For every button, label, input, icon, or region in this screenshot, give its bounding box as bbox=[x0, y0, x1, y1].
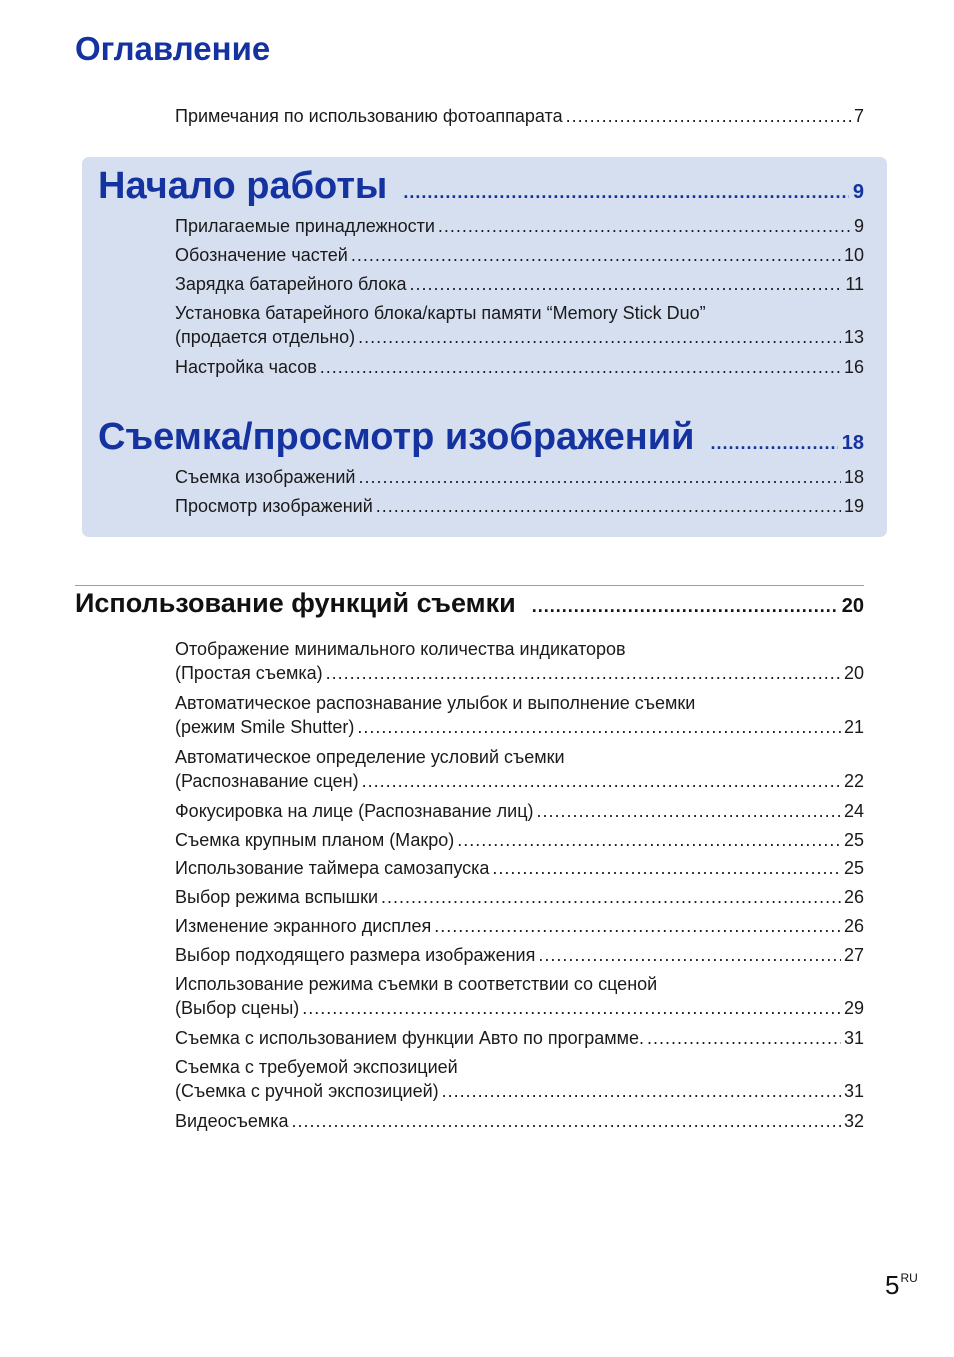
entry-page: 31 bbox=[843, 1028, 864, 1048]
entry-text-line1: Автоматическое распознавание улыбок и выполнение съемки bbox=[175, 693, 696, 713]
section-page: 20 bbox=[841, 595, 864, 617]
leader-dots bbox=[457, 828, 841, 852]
entry-page: 22 bbox=[843, 771, 864, 791]
section-heading-getting-started[interactable] bbox=[98, 165, 864, 208]
leader-dots bbox=[292, 1109, 841, 1133]
toc-entry[interactable] bbox=[175, 272, 864, 296]
toc-entry[interactable] bbox=[175, 856, 864, 880]
leader-dots bbox=[538, 943, 841, 967]
section-heading-text: Начало работы bbox=[98, 165, 388, 207]
entry-text: Изменение экранного дисплея bbox=[175, 916, 432, 936]
page-number-value: 5 bbox=[885, 1270, 900, 1300]
leader-dots bbox=[362, 769, 841, 793]
leader-dots bbox=[376, 494, 841, 518]
leader-dots bbox=[647, 1026, 841, 1050]
section-heading-text: Съемка/просмотр изображений bbox=[98, 416, 695, 458]
entry-page: 10 bbox=[843, 245, 864, 265]
leader-dots bbox=[532, 596, 838, 617]
entry-page: 19 bbox=[843, 496, 864, 516]
entry-text: Выбор режима вспышки bbox=[175, 887, 378, 907]
toc-entry[interactable] bbox=[175, 885, 864, 909]
leader-dots bbox=[358, 325, 841, 349]
toc-entry[interactable] bbox=[175, 355, 864, 379]
entry-page: 25 bbox=[843, 858, 864, 878]
entry-page: 32 bbox=[843, 1111, 864, 1131]
entry-page: 7 bbox=[853, 106, 864, 126]
entry-text: Выбор подходящего размера изображения bbox=[175, 945, 536, 965]
leader-dots bbox=[434, 914, 841, 938]
entry-page: 13 bbox=[843, 327, 864, 347]
toc-entry[interactable] bbox=[175, 214, 864, 238]
entry-text: Съемка изображений bbox=[175, 467, 356, 487]
entry-page: 26 bbox=[843, 916, 864, 936]
entry-text: Примечания по использованию фотоаппарата bbox=[175, 106, 563, 126]
entry-page: 31 bbox=[843, 1081, 864, 1101]
section-page: 9 bbox=[852, 181, 864, 203]
entry-text: (Выбор сцены) bbox=[175, 998, 300, 1018]
toc-entry[interactable] bbox=[175, 943, 864, 967]
leader-dots bbox=[438, 214, 851, 238]
leader-dots bbox=[566, 104, 851, 128]
toc-entry[interactable] bbox=[175, 243, 864, 267]
leader-dots bbox=[537, 799, 841, 823]
section-heading-shooting-viewing[interactable] bbox=[98, 416, 864, 459]
toc-entry[interactable] bbox=[175, 1109, 864, 1133]
leader-dots bbox=[358, 465, 841, 489]
section-divider bbox=[75, 585, 864, 586]
entry-text: Просмотр изображений bbox=[175, 496, 373, 516]
entry-page: 9 bbox=[853, 216, 864, 236]
entry-text: Съемка крупным планом (Макро) bbox=[175, 830, 455, 850]
leader-dots bbox=[357, 715, 841, 739]
entry-text: Видеосъемка bbox=[175, 1111, 289, 1131]
toc-entry[interactable] bbox=[175, 828, 864, 852]
section-heading-text: Использование функций съемки bbox=[75, 588, 516, 618]
leader-dots bbox=[326, 661, 841, 685]
toc-entry[interactable] bbox=[175, 465, 864, 489]
leader-dots bbox=[403, 182, 848, 203]
page-title: Оглавление bbox=[75, 30, 271, 67]
section-page: 18 bbox=[841, 432, 864, 454]
entry-page: 18 bbox=[843, 467, 864, 487]
entry-page: 16 bbox=[843, 357, 864, 377]
entry-page: 27 bbox=[843, 945, 864, 965]
entry-page: 21 bbox=[843, 717, 864, 737]
entry-text: Зарядка батарейного блока bbox=[175, 274, 407, 294]
page-number bbox=[885, 1270, 918, 1301]
entry-text: Съемка с использованием функции Авто по программе. bbox=[175, 1028, 644, 1048]
leader-dots bbox=[302, 996, 841, 1020]
entry-text: (Съемка с ручной экспозицией) bbox=[175, 1081, 439, 1101]
toc-entry[interactable] bbox=[175, 301, 864, 349]
entry-text: Использование таймера самозапуска bbox=[175, 858, 490, 878]
toc-entry[interactable] bbox=[175, 914, 864, 938]
toc-entry[interactable] bbox=[175, 637, 864, 685]
entry-text: Прилагаемые принадлежности bbox=[175, 216, 435, 236]
toc-entry[interactable] bbox=[175, 1055, 864, 1103]
entry-text-line1: Использование режима съемки в соответствии со сценой bbox=[175, 974, 658, 994]
toc-entry-camera-notes[interactable] bbox=[175, 104, 864, 128]
entry-text-line1: Отображение минимального количества индикаторов bbox=[175, 639, 626, 659]
leader-dots bbox=[710, 433, 837, 454]
entry-text: Настройка часов bbox=[175, 357, 317, 377]
toc-entry[interactable] bbox=[175, 799, 864, 823]
entry-text: Фокусировка на лице (Распознавание лиц) bbox=[175, 801, 534, 821]
entry-page: 24 bbox=[843, 801, 864, 821]
section-heading-shooting-functions[interactable] bbox=[75, 588, 864, 619]
entry-page: 29 bbox=[843, 998, 864, 1018]
entry-text-line1: Установка батарейного блока/карты памяти “Memory Stick Duo” bbox=[175, 303, 706, 323]
leader-dots bbox=[351, 243, 841, 267]
leader-dots bbox=[492, 856, 841, 880]
toc-entry[interactable] bbox=[175, 745, 864, 793]
toc-entry[interactable] bbox=[175, 1026, 864, 1050]
entry-text: (Распознавание сцен) bbox=[175, 771, 359, 791]
leader-dots bbox=[410, 272, 843, 296]
entry-page: 20 bbox=[843, 663, 864, 683]
entry-page: 11 bbox=[845, 274, 864, 294]
leader-dots bbox=[381, 885, 841, 909]
entry-text-line1: Автоматическое определение условий съемки bbox=[175, 747, 565, 767]
toc-entry[interactable] bbox=[175, 691, 864, 739]
entry-text: (продается отдельно) bbox=[175, 327, 356, 347]
leader-dots bbox=[320, 355, 841, 379]
entry-page: 25 bbox=[843, 830, 864, 850]
entry-page: 26 bbox=[843, 887, 864, 907]
entry-text-line1: Съемка с требуемой экспозицией bbox=[175, 1057, 458, 1077]
language-code: RU bbox=[900, 1271, 918, 1285]
toc-entry[interactable] bbox=[175, 972, 864, 1020]
entry-text: (режим Smile Shutter) bbox=[175, 717, 355, 737]
entry-text: Обозначение частей bbox=[175, 245, 348, 265]
toc-entry[interactable] bbox=[175, 494, 864, 518]
entry-text: (Простая съемка) bbox=[175, 663, 323, 683]
leader-dots bbox=[442, 1079, 841, 1103]
